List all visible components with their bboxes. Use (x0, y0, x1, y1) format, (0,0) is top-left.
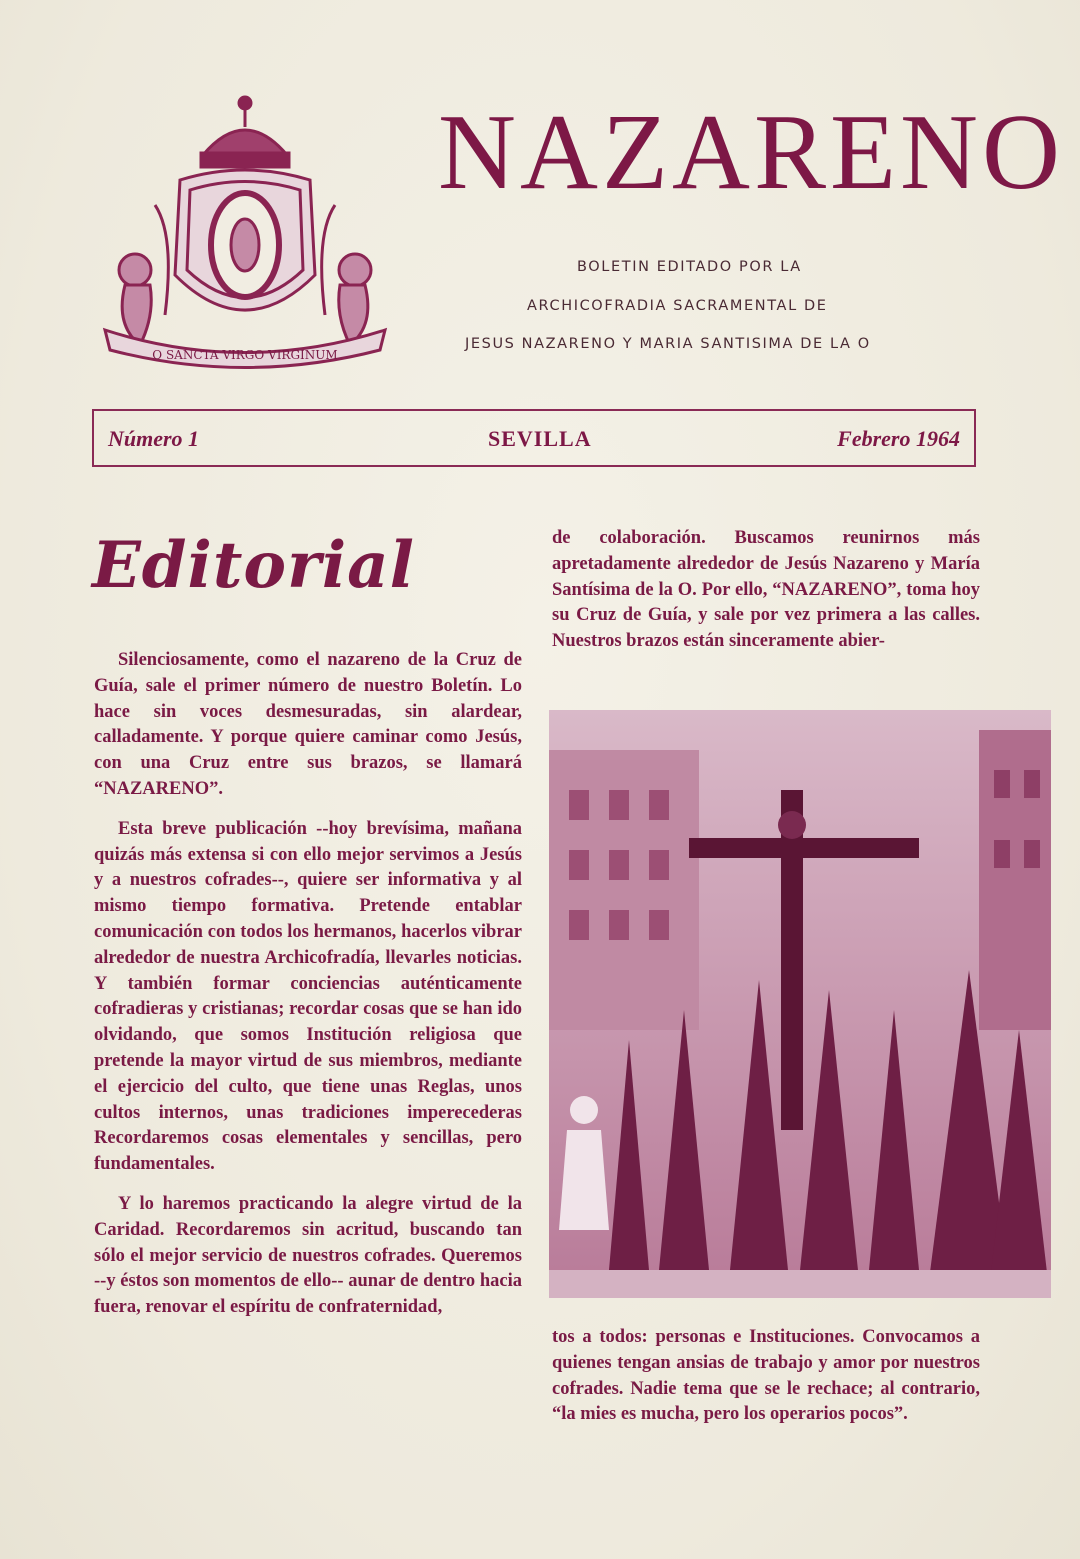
subtitle-line-3: JESUS NAZARENO Y MARIA SANTISIMA DE LA O (465, 336, 871, 352)
subtitle-line-1: BOLETIN EDITADO POR LA (577, 259, 802, 275)
crest-motto: O SANCTA VIRGO VIRGINUM (152, 348, 338, 362)
newsletter-title: NAZARENO (438, 93, 1064, 212)
issue-city: SEVILLA (488, 426, 592, 451)
editorial-left-column (94, 648, 522, 1321)
editorial-paragraph: Silenciosamente, como el nazareno de la Cruz de Guía, sale el primer número de nuestro Boletín. Lo hace sin voces desmesuradas, sin alardear, calladamente. Y porque quiere caminar como Jesús, con una Cruz entre sus brazos, se llamará “NAZARENO”. (94, 650, 522, 799)
issue-number: Número 1 (108, 426, 200, 451)
editorial-right-column-top (552, 526, 980, 655)
procession-photo (549, 710, 1051, 1298)
issue-date: Febrero 1964 (837, 426, 960, 451)
editorial-heading: Editorial (92, 528, 415, 603)
editorial-paragraph: tos a todos: personas e Instituciones. Convocamos a quienes tengan ansias de trabajo y amor por nuestros cofrades. Nadie tema que se le rechace; al contrario, “la mies es mucha, pero los operarios pocos”. (552, 1327, 980, 1425)
subtitle-line-2: ARCHICOFRADIA SACRAMENTAL DE (527, 298, 828, 314)
editorial-paragraph: de colaboración. Buscamos reunirnos más apretadamente alrededor de Jesús Nazareno y María Santísima de la O. Por ello, “NAZARENO”, toma hoy su Cruz de Guía, y sale por vez primera a las calles. Nuestros brazos están sinceramente abier- (552, 528, 980, 652)
editorial-paragraph: Y lo haremos practicando la alegre virtud de la Caridad. Recordaremos sin acritud, buscando tan sólo el mejor servicio de nuestros cofrades. Queremos --y éstos son momentos de ello-- aunar de dentro hacia fuera, renovar el espíritu de confraternidad, (94, 1193, 522, 1318)
editorial-right-column-bottom (552, 1325, 980, 1428)
procession-photo-image (549, 710, 1051, 1298)
editorial-paragraph: Esta breve publicación --hoy brevísima, mañana quizás más extensa si con ello mejor servimos a Jesús y a nuestros cofrades--, quiere ser informativa y al mismo tiempo formativa. Pretende entablar comunicación con todos los hermanos, hacerlos vibrar alrededor de nuestra Archicofradía, llevarles noticias. Y también formar conciencias auténticamente cofradieras y cristianas; recordar cosas que se han ido olvidando, que somos Institución religiosa que pretende la mayor virtud de sus miembros, mediante el ejercicio del culto, que tiene unas Reglas, unos cultos internos, unas tradiciones imperecederas Recordaremos cosas elementales y sencillas, pero fundamentales. (94, 818, 522, 1175)
crest-emblem-icon (95, 85, 395, 385)
issue-info-bar (92, 409, 976, 467)
coat-of-arms-crest (95, 85, 395, 385)
